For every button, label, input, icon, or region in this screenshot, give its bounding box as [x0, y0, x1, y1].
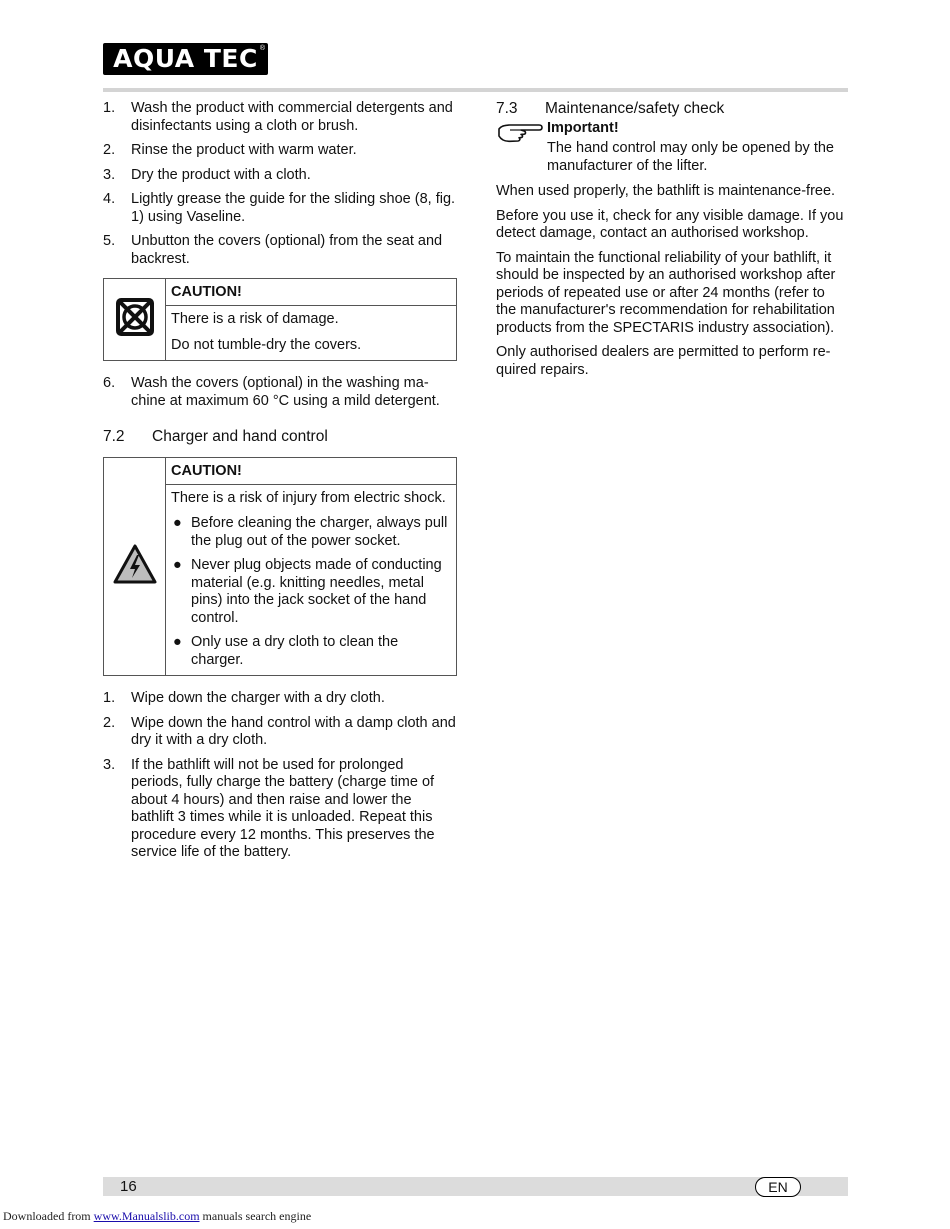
list-item: 4. Lightly grease the guide for the sliding shoe (8, fig. 1) using Vaseline. — [103, 191, 456, 225]
caution-box-damage — [103, 278, 457, 361]
language-badge: EN — [755, 1177, 801, 1197]
caution-line: There is a risk of damage. — [171, 311, 339, 327]
logo-text: AQUA TEC — [113, 44, 258, 73]
list-item: ● Only use a dry cloth to clean the charger. — [173, 634, 399, 668]
paragraph: To maintain the functional reliability of your bathlift, it should be inspected by an authorised workshop after periods of repeated use or after 24 months (refer to the manufacturer's recommendation for rehabilitation products from the SPECTARIS industry association). — [496, 249, 836, 336]
header-rule — [103, 88, 848, 92]
caution-title: CAUTION! — [166, 279, 457, 306]
list-item: 2. Rinse the product with warm water. — [103, 142, 357, 158]
paragraph: Before you use it, check for any visible damage. If you detect damage, contact an authorised workshop. — [496, 207, 844, 241]
list-item: 6. Wash the covers (optional) in the washing ma-chine at maximum 60 °C using a mild detergent. — [103, 375, 440, 409]
list-item: 5. Unbutton the covers (optional) from the seat and backrest. — [103, 233, 443, 267]
caution-box-electric — [103, 457, 457, 677]
download-notice: Downloaded from www.Manualslib.com manuals search engine — [3, 1209, 312, 1223]
list-item: 2. Wipe down the hand control with a damp cloth and dry it with a dry cloth. — [103, 714, 456, 748]
electric-shock-warning-icon — [112, 543, 158, 585]
manualslib-link[interactable]: www.Manualslib.com — [93, 1209, 200, 1223]
list-item: 1. Wash the product with commercial detergents and disinfectants using a cloth or brush. — [103, 100, 453, 134]
caution-icon-cell — [104, 279, 166, 361]
footer-bar — [103, 1177, 848, 1196]
section-heading-7-2: 7.2 Charger and hand control — [103, 428, 328, 445]
list-item: ● Never plug objects made of conducting material (e.g. knitting needles, metal pins) into the jack socket of the hand control. — [173, 557, 442, 626]
caution-body — [166, 306, 457, 361]
left-column — [103, 100, 457, 869]
page-number: 16 — [120, 1178, 137, 1195]
caution-intro: There is a risk of injury from electric shock. — [171, 489, 446, 506]
no-tumble-dry-icon — [115, 297, 155, 337]
section-heading-7-3: 7.3 Maintenance/safety check — [496, 100, 725, 117]
pointing-hand-icon — [497, 120, 543, 150]
right-column — [496, 100, 848, 386]
paragraph: Only authorised dealers are permitted to perform re-quired repairs. — [496, 344, 831, 378]
important-text: The hand control may only be opened by the manufacturer of the lifter. — [547, 140, 834, 174]
caution-bullets — [171, 515, 450, 669]
list-item: 3. If the bathlift will not be used for prolonged periods, fully charge the battery (charge time of about 4 hours) and then raise and lower the bathlift 3 times while it is unloaded. Repeat this procedure every 12 months. This preserves the service life of the battery. — [103, 756, 435, 860]
caution-icon-cell — [104, 457, 166, 676]
cleaning-steps — [103, 100, 457, 268]
charger-steps — [103, 690, 457, 862]
list-item: 1. Wipe down the charger with a dry cloth. — [103, 690, 385, 706]
aquatec-logo — [103, 43, 268, 75]
paragraph: When used properly, the bathlift is maintenance-free. — [496, 183, 836, 199]
caution-line: Do not tumble-dry the covers. — [171, 336, 362, 353]
list-item: ● Before cleaning the charger, always pull the plug out of the power socket. — [173, 515, 448, 549]
important-title: Important! — [547, 119, 619, 136]
washing-step — [103, 375, 457, 410]
important-note — [496, 120, 848, 176]
caution-body — [166, 484, 457, 676]
list-item: 3. Dry the product with a cloth. — [103, 166, 311, 183]
caution-title: CAUTION! — [166, 457, 457, 484]
registered-mark: ® — [259, 45, 265, 52]
